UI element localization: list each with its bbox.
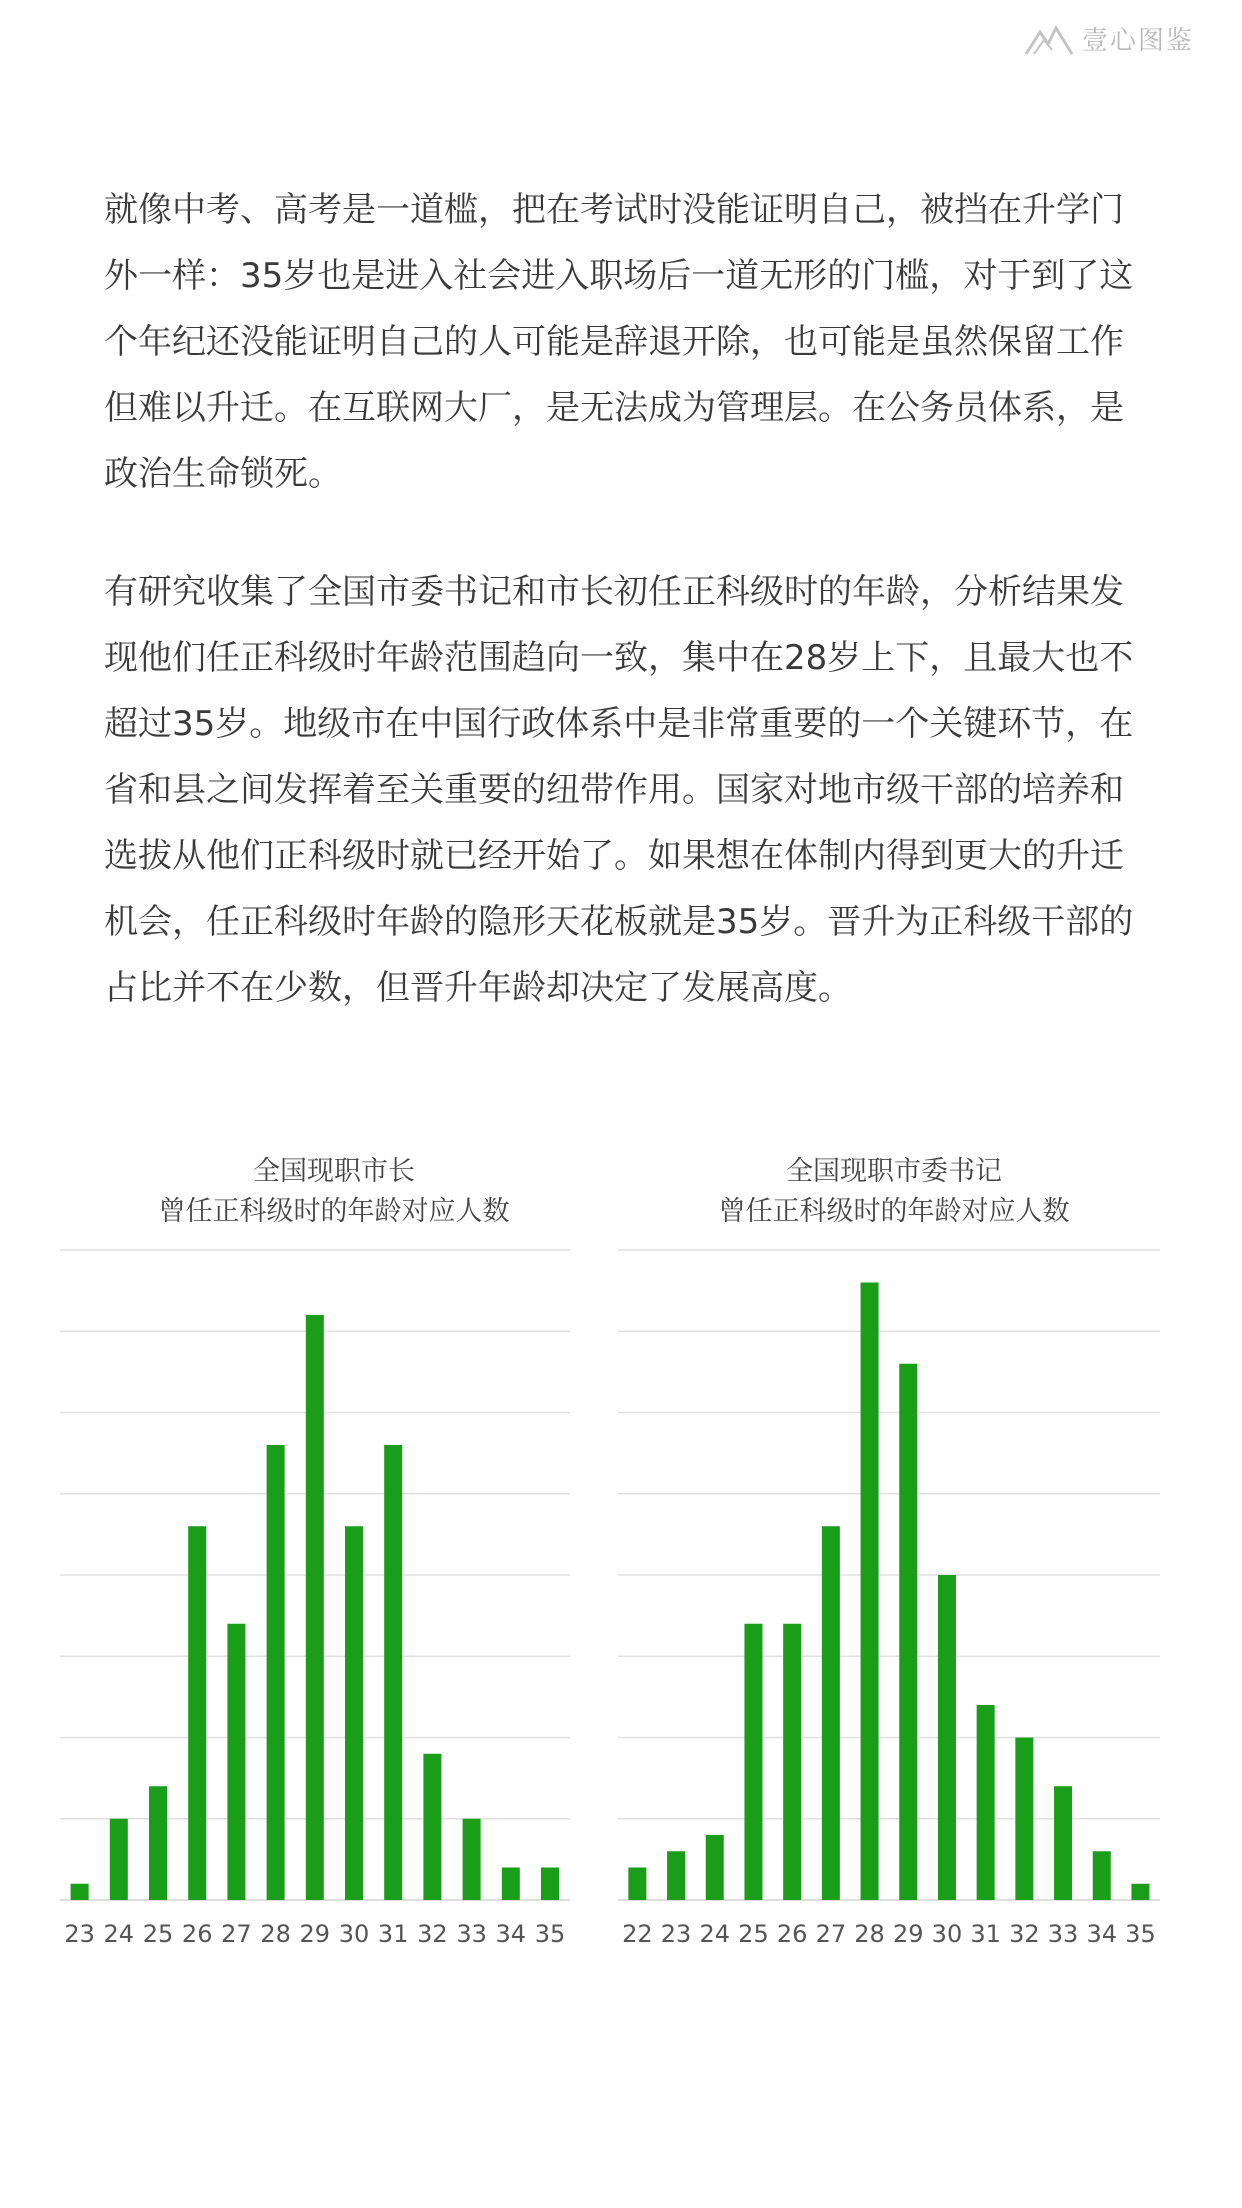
- chart-party-secretaries-bar-30: [938, 1575, 956, 1900]
- chart-party-secretaries-bar-24: [706, 1835, 724, 1900]
- chart-mayors-tick-label-28: 28: [260, 1920, 291, 1948]
- chart-party-secretaries-bar-27: [822, 1526, 840, 1900]
- chart-party-secretaries-tick-label-31: 31: [970, 1920, 1001, 1948]
- chart-mayors-tick-label-24: 24: [103, 1920, 135, 1948]
- chart-mayors-tick-label-33: 33: [456, 1920, 487, 1948]
- chart-party-secretaries-tick-label-23: 23: [660, 1920, 692, 1948]
- chart-party-secretaries-tick-label-32: 32: [1009, 1920, 1040, 1948]
- chart-party-secretaries-title-line-2: 曾任正科级时的年龄对应人数: [718, 1196, 1070, 1227]
- chart-party-secretaries-bar-32: [1015, 1738, 1033, 1901]
- chart-party-secretaries-tick-label-27: 27: [815, 1920, 847, 1948]
- chart-mayors-tick-label-31: 31: [377, 1920, 409, 1948]
- chart-mayors-bar-24: [110, 1819, 128, 1900]
- chart-party-secretaries-bar-22: [628, 1868, 646, 1901]
- chart-mayors-tick-label-29: 29: [299, 1920, 331, 1948]
- chart-mayors-bar-34: [502, 1868, 520, 1901]
- chart-party-secretaries-tick-label-34: 34: [1086, 1920, 1118, 1948]
- chart-mayors-tick-label-23: 23: [64, 1920, 95, 1948]
- chart-mayors-bar-27: [227, 1624, 245, 1900]
- chart-party-secretaries: [614, 1152, 1174, 1972]
- chart-mayors-plot: [54, 1152, 614, 1972]
- chart-party-secretaries-tick-label-35: 35: [1125, 1920, 1156, 1948]
- chart-mayors-bar-31: [384, 1445, 402, 1900]
- chart-party-secretaries-bar-23: [667, 1851, 685, 1900]
- chart-party-secretaries-bar-25: [744, 1624, 762, 1900]
- chart-mayors-bar-32: [423, 1754, 441, 1900]
- chart-party-secretaries-tick-label-22: 22: [622, 1920, 653, 1948]
- article-paragraph-1: 就像中考、高考是一道槛，把在考试时没能证明自己，被挡在升学门外一样：35岁也是进入社会进入职场后一道无形的门槛，对于到了这个年纪还没能证明自己的人可能是辞退开除，也可能是虽然保留工作但难以升迁。在互联网大厂，是无法成为管理层。在公务员体系，是政治生命锁死。: [104, 190, 1134, 494]
- chart-mayors-title-line-1: 全国现职市长: [253, 1156, 415, 1187]
- chart-mayors-bar-25: [149, 1786, 167, 1900]
- chart-mayors-bar-35: [541, 1868, 559, 1901]
- chart-mayors-bar-28: [267, 1445, 285, 1900]
- chart-party-secretaries-tick-label-24: 24: [699, 1920, 731, 1948]
- brand-logo-text: 壹心图鉴: [1081, 26, 1194, 56]
- chart-mayors-title-line-2: 曾任正科级时的年龄对应人数: [158, 1196, 510, 1227]
- article-paragraph-2: 有研究收集了全国市委书记和市长初任正科级时的年龄，分析结果发现他们任正科级时年龄范围趋向一致，集中在28岁上下，且最大也不超过35岁。地级市在中国行政体系中是非常重要的一个关键环节，在省和县之间发挥着至关重要的纽带作用。国家对地市级干部的培养和选拔从他们正科级时就已经开始了。如果想在体制内得到更大的升迁机会，任正科级时年龄的隐形天花板就是35岁。晋升为正科级干部的占比并不在少数，但晋升年龄却决定了发展高度。: [104, 572, 1134, 1008]
- chart-mayors-bar-33: [463, 1819, 481, 1900]
- chart-party-secretaries-tick-label-30: 30: [931, 1920, 963, 1948]
- chart-party-secretaries-tick-label-26: 26: [776, 1920, 808, 1948]
- chart-party-secretaries-tick-label-28: 28: [854, 1920, 885, 1948]
- mountain-logo-icon: [1024, 22, 1074, 56]
- chart-mayors-tick-label-25: 25: [142, 1920, 174, 1948]
- chart-party-secretaries-tick-label-25: 25: [738, 1920, 769, 1948]
- chart-mayors-tick-label-30: 30: [338, 1920, 370, 1948]
- chart-party-secretaries-bar-33: [1054, 1786, 1072, 1900]
- chart-mayors: [54, 1152, 614, 1972]
- chart-party-secretaries-bar-29: [899, 1364, 917, 1900]
- chart-party-secretaries-bar-34: [1093, 1851, 1111, 1900]
- chart-mayors-tick-label-26: 26: [181, 1920, 213, 1948]
- chart-mayors-bar-29: [306, 1315, 324, 1900]
- chart-party-secretaries-title-line-1: 全国现职市委书记: [786, 1156, 1002, 1187]
- chart-mayors-bar-26: [188, 1526, 206, 1900]
- chart-mayors-bar-30: [345, 1526, 363, 1900]
- brand-logo: [1024, 20, 1194, 57]
- chart-mayors-bar-23: [71, 1884, 89, 1900]
- chart-party-secretaries-bar-31: [977, 1705, 995, 1900]
- chart-party-secretaries-tick-label-33: 33: [1047, 1920, 1079, 1948]
- chart-party-secretaries-bar-26: [783, 1624, 801, 1900]
- chart-party-secretaries-plot: [614, 1152, 1174, 1972]
- chart-mayors-tick-label-35: 35: [534, 1920, 566, 1948]
- chart-mayors-tick-label-34: 34: [495, 1920, 527, 1948]
- chart-party-secretaries-tick-label-29: 29: [892, 1920, 924, 1948]
- chart-party-secretaries-bar-28: [861, 1283, 879, 1901]
- chart-party-secretaries-bar-35: [1131, 1884, 1149, 1900]
- chart-mayors-tick-label-32: 32: [417, 1920, 448, 1948]
- chart-mayors-tick-label-27: 27: [221, 1920, 252, 1948]
